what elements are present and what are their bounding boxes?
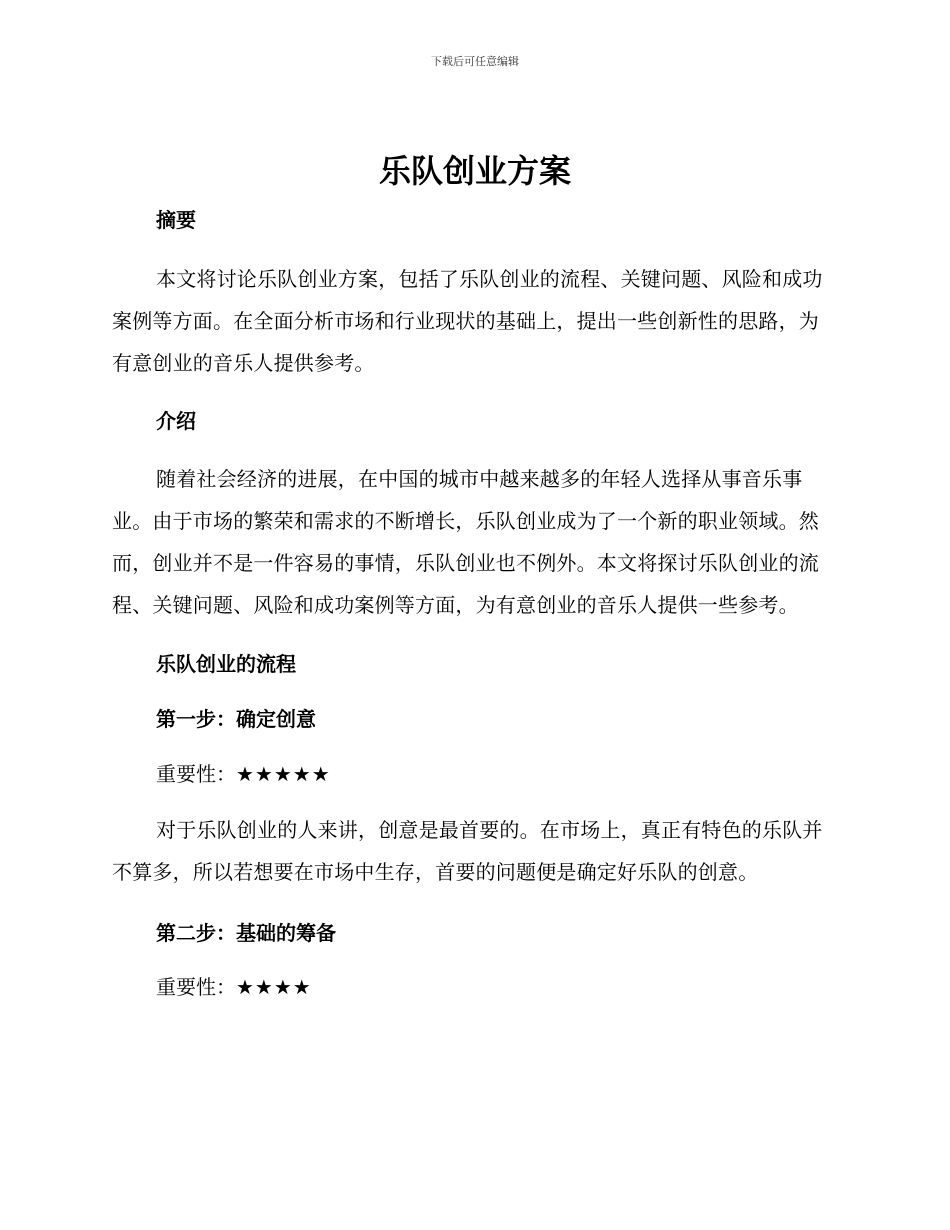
step1-paragraph: 对于乐队创业的人来讲，创意是最首要的。在市场上，真正有特色的乐队并不算多，所以若想要在市场中生存，首要的问题便是确定好乐队的创意。 [112, 818, 823, 884]
step1-importance-label: 重要性： [156, 762, 236, 786]
step1-star-rating: ★★★★★ [236, 762, 331, 786]
intro-paragraph: 随着社会经济的进展，在中国的城市中越来越多的年轻人选择从事音乐事业。由于市场的繁荣和需求的不断增长，乐队创业成为了一个新的职业领域。然而，创业并不是一件容易的事情，乐队创业也不例外。本文将探讨乐队创业的流程、关键问题、风险和成功案例等方面，为有意创业的音乐人提供一些参考。 [112, 467, 819, 617]
abstract-heading: 摘要 [156, 208, 196, 232]
step1-heading: 第一步：确定创意 [156, 707, 316, 731]
step2-heading: 第二步：基础的筹备 [156, 921, 336, 945]
document-body [112, 200, 832, 1002]
intro-heading: 介绍 [156, 409, 196, 433]
abstract-paragraph: 本文将讨论乐队创业方案，包括了乐队创业的流程、关键问题、风险和成功案例等方面。在全面分析市场和行业现状的基础上，提出一些创新性的思路，为有意创业的音乐人提供参考。 [112, 267, 823, 375]
step2-star-rating: ★★★★ [236, 975, 312, 999]
process-heading: 乐队创业的流程 [156, 652, 296, 676]
header-note: 下载后可任意编辑 [431, 55, 519, 68]
document-title: 乐队创业方案 [378, 152, 571, 190]
step1-importance [112, 759, 832, 789]
step2-importance-label: 重要性： [156, 975, 236, 999]
step2-importance [112, 972, 832, 1002]
